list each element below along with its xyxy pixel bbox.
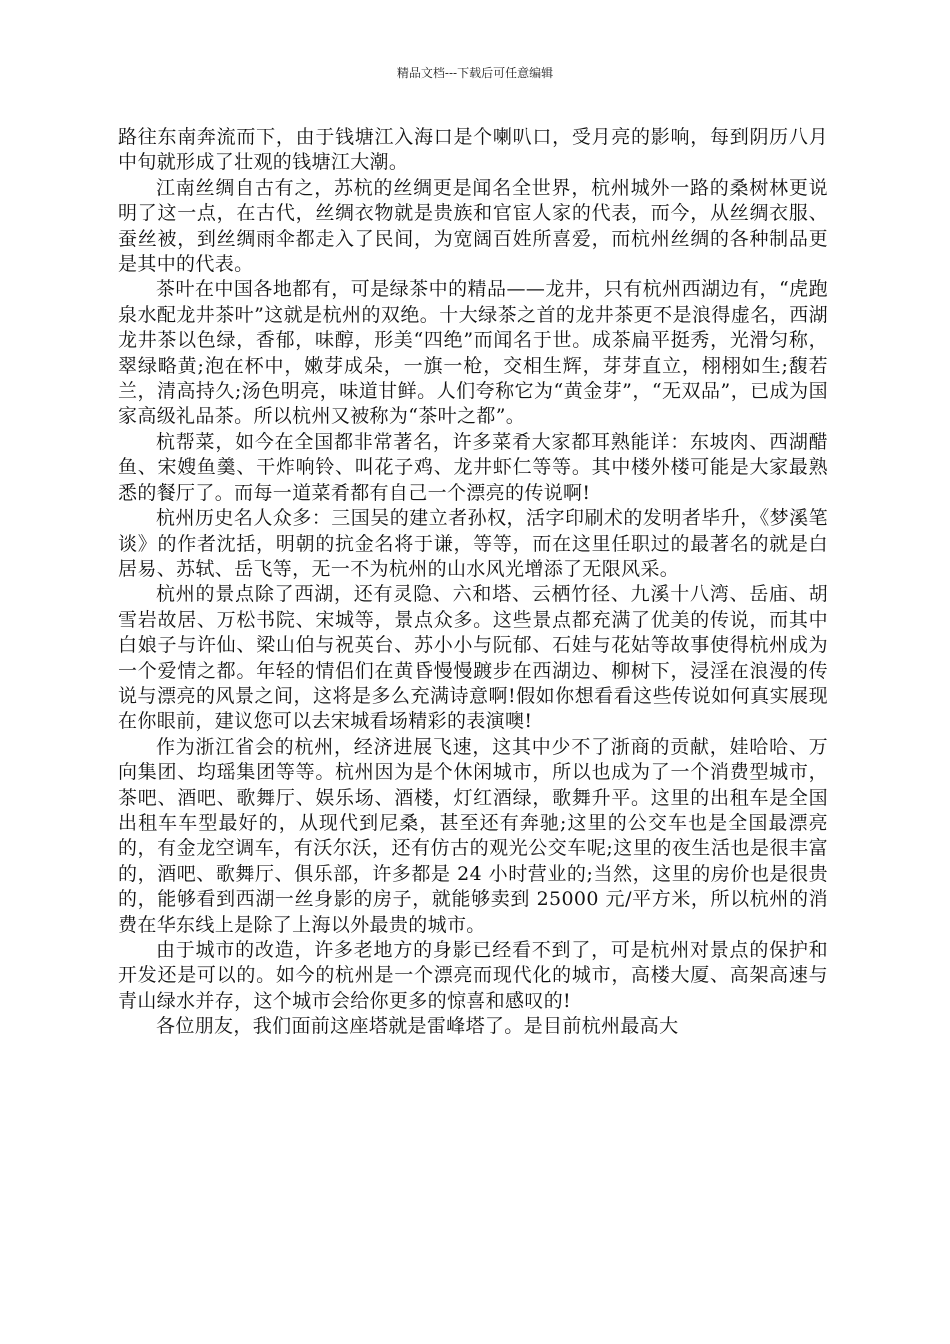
paragraph: 杭州的景点除了西湖，还有灵隐、六和塔、云栖竹径、九溪十八湾、岳庙、胡雪岩故居、万松书院、宋城等，景点众多。这些景点都充满了优美的传说，而其中白娘子与许仙、梁山伯与祝英台、苏小小与阮郁、石娃与花姑等故事使得杭州成为一个爱情之都。年轻的情侣们在黄昏慢慢踱步在西湖边、柳树下，浸淫在浪漫的传说与漂亮的风景之间，这将是多么充满诗意啊!假如你想看看这些传说如何真实展现在你眼前，建议您可以去宋城看场精彩的表演噢! — [118, 583, 828, 733]
paragraph: 杭州历史名人众多：三国吴的建立者孙权，活字印刷术的发明者毕升，《梦溪笔谈》的作者沈括，明朝的抗金名将于谦，等等，而在这里任职过的最著名的就是白居易、苏轼、岳飞等，无一不为杭州的山水风光增添了无限风采。 — [118, 507, 828, 580]
paragraph: 杭帮菜，如今在全国都非常著名，许多菜肴大家都耳熟能详：东坡肉、西湖醋鱼、宋嫂鱼羹、干炸响铃、叫花子鸡、龙井虾仁等等。其中楼外楼可能是大家最熟悉的餐厅了。而每一道菜肴都有自己一个漂亮的传说啊! — [118, 430, 828, 504]
paragraph: 茶叶在中国各地都有，可是绿茶中的精品——龙井，只有杭州西湖边有，“虎跑泉水配龙井茶叶”这就是杭州的双绝。十大绿茶之首的龙井茶更不是浪得虚名，西湖龙井茶以色绿，香郁，味醇，形美“四绝”而闻名于世。成茶扁平挺秀，光滑匀称，翠绿略黄;泡在杯中，嫩芽成朵，一旗一枪，交相生辉，芽芽直立，栩栩如生;馥若兰，清高持久;汤色明亮，味道甘鲜。人们夸称它为“黄金芽”，“无双品”，已成为国家高级礼品茶。所以杭州又被称为“茶叶之都”。 — [118, 278, 828, 428]
paragraph: 由于城市的改造，许多老地方的身影已经看不到了，可是杭州对景点的保护和开发还是可以的。如今的杭州是一个漂亮而现代化的城市，高楼大厦、高架高速与青山绿水并存，这个城市会给你更多的惊喜和感叹的! — [118, 939, 828, 1012]
paragraph: 作为浙江省会的杭州，经济进展飞速，这其中少不了浙商的贡献，娃哈哈、万向集团、均瑶集团等等。杭州因为是个休闲城市，所以也成为了一个消费型城市，茶吧、酒吧、歌舞厅、娱乐场、酒楼，灯红酒绿，歌舞升平。这里的出租车是全国出租车车型最好的，从现代到尼桑，甚至还有奔驰;这里的公交车也是全国最漂亮的，有金龙空调车，有沃尔沃，还有仿古的观光公交车呢;这里的夜生活也是很丰富的，酒吧、歌舞厅、俱乐部，许多都是 24 小时营业的;当然，这里的房价也是很贵的，能够看到西湖一丝身影的房子，就能够卖到 25000 元/平方米，所以杭州的消费在华东线上是除了上海以外最贵的城市。 — [118, 735, 828, 936]
paragraph: 江南丝绸自古有之，苏杭的丝绸更是闻名全世界，杭州城外一路的桑树林更说明了这一点，在古代，丝绸衣物就是贵族和官宦人家的代表，而今，从丝绸衣服、蚕丝被，到丝绸雨伞都走入了民间，为宽阔百姓所喜爱，而杭州丝绸的各种制品更是其中的代表。 — [118, 176, 828, 276]
document-body — [118, 125, 828, 1040]
paragraph: 各位朋友，我们面前这座塔就是雷峰塔了。是目前杭州最高大 — [156, 1015, 679, 1038]
page-header: 精品文档---下载后可任意编辑 — [396, 66, 554, 80]
paragraph: 路往东南奔流而下，由于钱塘江入海口是个喇叭口，受月亮的影响，每到阴历八月中旬就形成了壮观的钱塘江大潮。 — [118, 126, 828, 174]
